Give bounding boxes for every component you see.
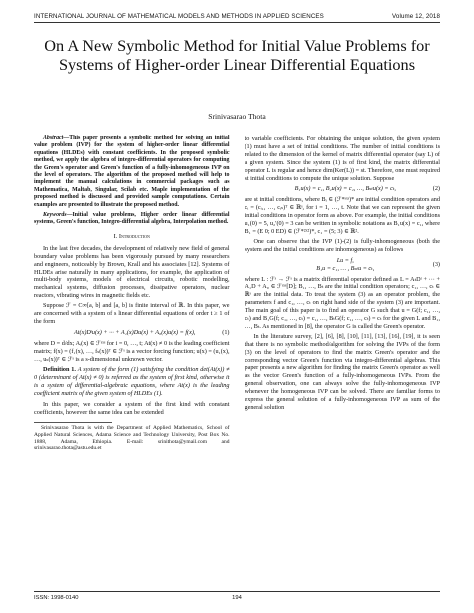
two-column-body <box>34 135 440 589</box>
equation-number: (2) <box>432 185 440 193</box>
definition-1 <box>34 366 230 398</box>
volume-label: Volume 12, 2018 <box>392 13 440 20</box>
equation-body <box>265 257 427 273</box>
paragraph: In the last five decades, the development of relatively new field of general boundary value problems has been vigorously pursued by many researchers and engineers, noticeably by Brown, Krall and his associates [12]. Systems of HLDEs arise naturally in many applications, for example, the application of multi-body systems, models of electrical circuits, robotic modelling, mechanical systems, diffusion processes, dissipative operators, nuclear reactors, vibrating wires in magnetic fields etc. <box>34 244 230 300</box>
equation-line: B₁u = c₁, … , Bₛₜu = cₜ, <box>316 264 375 272</box>
equation-1 <box>34 329 230 337</box>
paragraph: Suppose ℱ = C∞[a, b] and [a, b] is finite interval of ℝ. In this paper, we are concerned with a system of s linear differential equations of order t ≥ 1 of the form <box>34 302 230 325</box>
equation-2 <box>245 185 441 193</box>
equation-3 <box>245 257 441 273</box>
equation-number: (3) <box>432 260 440 268</box>
keywords <box>34 212 230 227</box>
page-footer <box>34 595 440 601</box>
abstract <box>34 135 230 209</box>
paragraph: to variable coefficients. For obtaining the unique solution, the given system (1) must have a set of initial conditions. The number of initial conditions is related to the dimension of the kernel of matrix differential operator (say L) of a given system. Since the system (1) is of first kind, the matrix differential operator L is regular and hence dim(Ker(L)) = st. Therefore, one must required st initial conditions to compute the unique solution. Suppose <box>244 135 440 182</box>
footer-rule <box>34 591 440 592</box>
journal-name: INTERNATIONAL JOURNAL OF MATHEMATICAL MODELS AND METHODS IN APPLIED SCIENCES <box>34 13 324 20</box>
running-header <box>34 13 440 20</box>
equation-body: B₁u(x) = c₁, B₂u(x) = c₂, …, Bₛₜu(x) = cₜ, <box>294 185 396 193</box>
equation-line: Lu = f, <box>336 256 354 264</box>
right-column <box>245 135 441 589</box>
issn-label: ISSN: 1998-0140 <box>34 595 79 601</box>
paragraph: are st initial conditions, where Bᵢ ∈ (ℱ*ˢˣˢ)* are initial condition operators and cᵢ = (cᵢ₁, …, cᵢₛ)ᵀ ∈ ℝˢ, for i = 1, …, t. Note that we can represent the given initial conditions in operator form as above. For example, the initial conditions u₁(0) = 5, u₂′(0) = 3 can be written in symbolic notations as B₁u(x) = c₁, where B₁ = (E 0; 0 ED) ∈ (ℱ*²ˣ²)*, c₁ = (5; 3) ∈ ℝ². <box>244 196 440 235</box>
paragraph: One can observe that the IVP (1)-(2) is fully-inhomogeneous (both the system and the initial conditions are inhomogeneous) as follows <box>244 237 440 253</box>
paragraph: where L : ℱˢ → ℱˢ is a matrix differential operator defined as L = AₜDᵗ + ··· + A₁D + A₀ ∈ ℱˢˣˢ[D]; B₁, …, Bₜ are the initial condition operators; c₁, …, cₜ ∈ ℝˢ are the initial data. To treat the system (3) as an operator problem, the parameters f and c₁, …, cₜ on right hand side of the system (3) are important. The main goal of this paper is to find an operator G such that u = G(f; c₁, …, cₜ) and B₁G(f; c₁, …, cₜ) = c₁, …, BₜG(f; c₁, …, cₜ) = cₜ for the given L and B₁, …, Bₜ. As mentioned in [8], the operator G is called the Green's operator. <box>244 275 440 330</box>
equation-body: At(x)Dᵗu(x) + ··· + A₁(x)Du(x) + A₀(x)u(x) = f(x), <box>74 328 196 336</box>
definition-label: Definition 1. <box>43 366 76 374</box>
definition-text: A system of the form (1) satisfying the condition det(At(x)) ≠ 0 (determinant of At(x) ≠ 0) is referred as the system of first kind, otherwise it is a system of differential-algebraic equations, where At(x) is the leading coefficient matrix of the given system of HLDEs (1). <box>34 366 230 398</box>
paragraph: In the literature survey, [2], [6], [8], [10], [11], [13], [16], [19], it is seen that there is no symbolic method/algorithm for solving the IVPs of the form (3) on the level of operators to find the matrix Green's operator and the corresponding vector Green's function via integro-differential algebras. This paper presents a new algorithm for finding the matrix Green's operator as well as the vector Green's function of a fully-inhomogeneous IVPs. From the general observation, one can always solve the fully-inhomogeneous IVP whenever the homogeneous IVP can be solved. There are familiar forms to express the general solution of a fully-inhomogeneous IVP as sum of the general solution <box>244 332 440 411</box>
keywords-label: Keywords <box>43 212 67 219</box>
footnote-rule <box>34 422 112 423</box>
author-name: Srinivasarao Thota <box>208 112 266 121</box>
section-heading: I. Introduction <box>113 232 150 240</box>
keywords-text: —Initial value problems, Higher order linear differential systems, Green's function, Integro-differential algebra, Interpolation method. <box>34 212 230 226</box>
footnote: Srinivasarao Thota is with the Department of Applied Mathematics, School of Applied Natural Sciences, Adama Science and Technology University, Post Box No. 1888, Adama, Ethiopia. E-mail: srinithota@ymail.com and srinivasarao.thota@astu.edu.et <box>34 424 230 452</box>
equation-number: (1) <box>222 328 230 336</box>
paragraph: where D = d/dx; Aᵢ(x) ∈ ℱˢˣˢ for i = 0, …, t; At(x) ≠ 0 is the leading coefficient matrix; f(x) = (f₁(x), …, fₛ(x))ᵀ ∈ ℱˢ is a vector forcing function; u(x) = (u₁(x), …, uₛ(x))ᵀ ∈ ℱˢ is a s-dimensional unknown vector. <box>34 339 230 363</box>
abstract-label: Abstract <box>43 135 64 141</box>
paragraph: In this paper, we consider a system of the first kind with constant coefficients, however the same idea can be extended <box>34 401 230 416</box>
page-number: 194 <box>232 595 242 601</box>
left-column <box>34 135 230 589</box>
abstract-text: —This paper presents a symbolic method for solving an initial value problem (IVP) for the system of higher-order linear differential equations (HLDEs) with constant coefficients. In the proposed symbolic method, we apply the algebra of integro-differential operators for computing the Green's operator and Green's function of a fully-inhomogeneous IVP on the level of operators. The algorithm of the proposed method will help to implement the manual calculations in commercial packages such as Mathematica, Maltab, Singular, Scilab etc. Maple implementation of the proposed method is discussed and provided sample computations. Certain examples are presented to illustrate the proposed method. <box>34 135 230 208</box>
header-rule <box>34 22 440 23</box>
paper-title: On A New Symbolic Method for Initial Value Problems for Systems of Higher-order Linear Differential Equations <box>44 36 430 74</box>
